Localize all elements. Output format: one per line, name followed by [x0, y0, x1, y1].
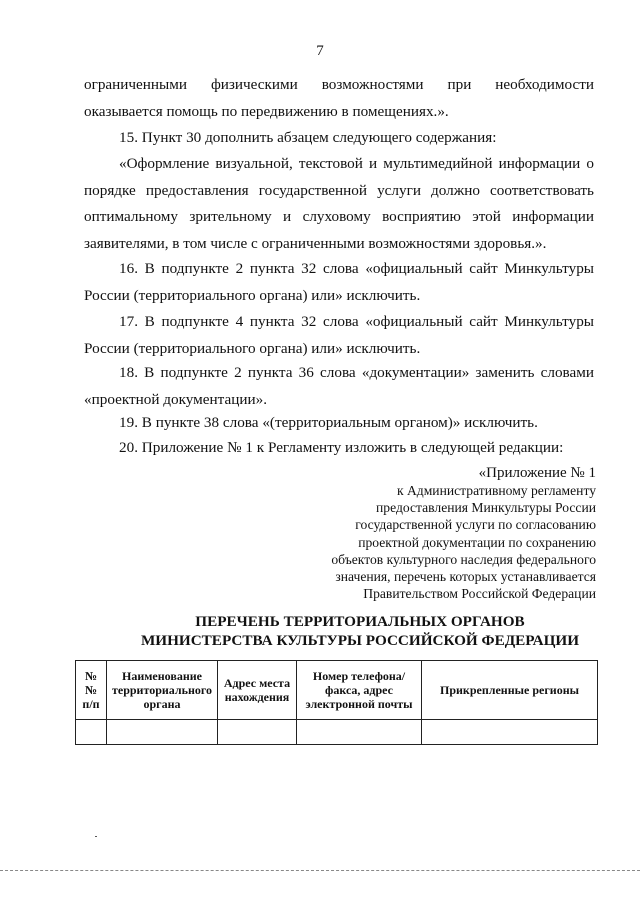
paragraph-item-18: 18. В подпункте 2 пункта 36 слова «документации» заменить словами «проектной документации». — [84, 364, 594, 408]
attachment-line: Правительством Российской Федерации — [363, 586, 596, 602]
paragraph-item-20: 20. Приложение № 1 к Регламенту изложить в следующей редакции: — [119, 439, 564, 456]
paragraph-quote-item-15: «Оформление визуальной, текстовой и мультимедийной информации о порядке предоставления государственной услуги должно соответствовать оптимальному зрительному и слуховому восприятию этой информации заявителями, в том числе с ограниченными возможностями здоровья.». — [84, 155, 594, 252]
table-cell — [297, 720, 422, 745]
paragraph-item-17: 17. В подпункте 4 пункта 32 слова «официальный сайт Минкультуры России (территориального органа) или» исключить. — [84, 313, 594, 357]
paragraph-item-19: 19. В пункте 38 слова «(территориальным органом)» исключить. — [119, 414, 538, 431]
bottom-scan-line — [0, 870, 640, 871]
column-header-contacts: Номер телефона/факса, адрес электронной почты — [297, 661, 422, 720]
paragraph-continuation: ограниченными физическими возможностями при необходимости оказывается помощь по передвижению в помещениях.». — [84, 76, 594, 120]
attachment-note — [266, 464, 596, 602]
attachment-title: «Приложение № 1 — [478, 465, 596, 481]
table-header-row — [76, 661, 598, 720]
column-header-number: № № п/п — [76, 661, 107, 720]
list-heading — [0, 612, 640, 650]
column-header-address: Адрес места нахождения — [218, 661, 297, 720]
table-cell — [107, 720, 218, 745]
attachment-line: проектной документации по сохранению — [358, 534, 596, 550]
table-row — [76, 720, 598, 745]
page-number: 7 — [316, 43, 324, 59]
table-cell — [76, 720, 107, 745]
column-header-regions: Прикрепленные регионы — [422, 661, 598, 720]
attachment-line: предоставления Минкультуры России — [376, 500, 596, 516]
attachment-line: к Административному регламенту — [396, 483, 596, 498]
attachment-line: значения, перечень которых устанавливается — [335, 569, 596, 585]
list-heading-line-2: МИНИСТЕРСТВА КУЛЬТУРЫ РОССИЙСКОЙ ФЕДЕРАЦИИ — [140, 632, 580, 649]
table-cell — [422, 720, 598, 745]
paragraph-item-16: 16. В подпункте 2 пункта 32 слова «официальный сайт Минкультуры России (территориального органа) или» исключить. — [84, 260, 594, 304]
list-heading-line-1: ПЕРЕЧЕНЬ ТЕРРИТОРИАЛЬНЫХ ОРГАНОВ — [195, 613, 525, 630]
column-header-name: Наименование территориального органа — [107, 661, 218, 720]
attachment-line: государственной услуги по согласованию — [355, 517, 596, 533]
territorial-bodies-table — [75, 660, 598, 745]
table-cell — [218, 720, 297, 745]
scan-speck — [95, 836, 97, 837]
paragraph-item-15: 15. Пункт 30 дополнить абзацем следующего содержания: — [119, 129, 497, 146]
attachment-line: объектов культурного наследия федерального — [331, 551, 596, 567]
